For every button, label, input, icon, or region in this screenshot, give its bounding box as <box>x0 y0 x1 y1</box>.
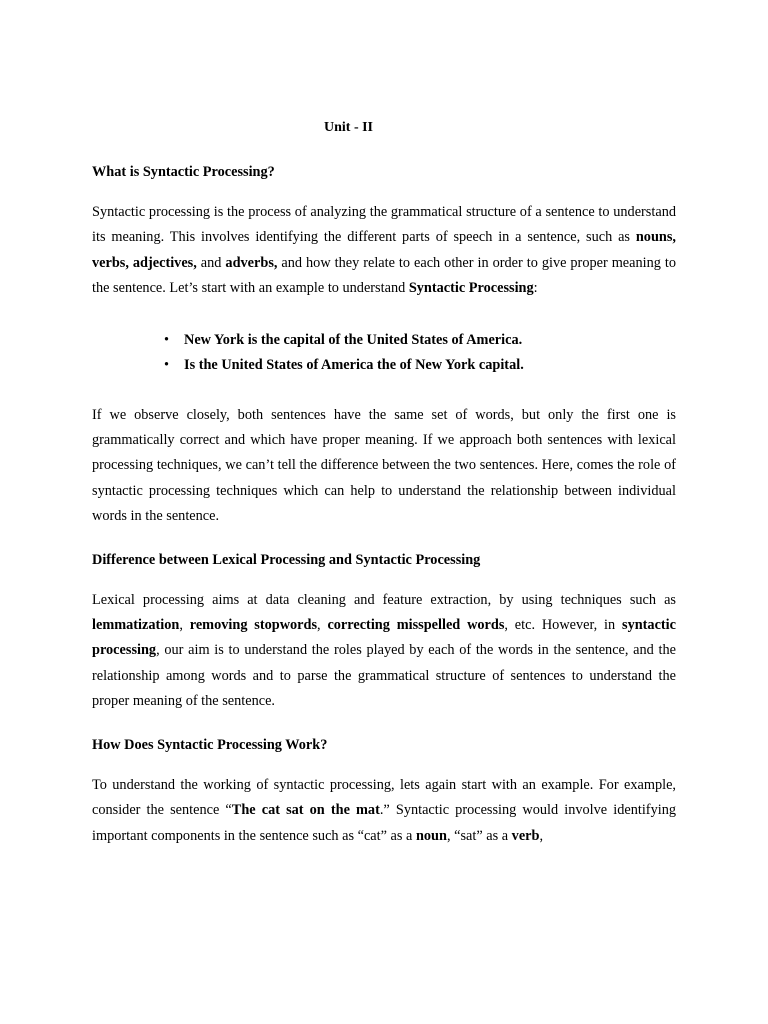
bold-run: noun <box>415 827 447 844</box>
text-run: : <box>533 280 538 297</box>
bold-run: verb <box>511 827 540 844</box>
list-item-text: New York is the capital of the United States of America. <box>184 331 523 348</box>
bold-run: The cat sat on the mat <box>231 802 380 819</box>
heading-what-is-syntactic-processing: What is Syntactic Processing? <box>92 164 275 180</box>
list-item <box>92 328 676 353</box>
paragraph-difference <box>92 588 676 715</box>
list-item <box>92 353 676 378</box>
paragraph-observation: If we observe closely, both sentences have the same set of words, but only the first one is grammatically correct and which have proper meaning. If we approach both sentences with lexical processing techniques, we can’t tell the difference between the two sentences. Here, comes the role of syntactic processing techniques which can help to understand the relationship between individual words in the sentence. <box>92 406 676 525</box>
text-run: , <box>539 827 544 844</box>
text-run: .” Syntactic processing would involve identifying important components in the sentence such as “cat” as a <box>92 802 676 844</box>
document-body <box>92 162 676 849</box>
text-run: Lexical processing aims at data cleaning and feature extraction, by using techniques such as <box>92 591 676 608</box>
text-run: , our aim is to understand the roles played by each of the words in the sentence, and the relationship among words and to parse the grammatical structure of sentences to understand the proper meaning of the sentence. <box>92 642 676 710</box>
bold-run: syntactic processing <box>92 617 676 659</box>
unit-title: Unit - II <box>324 120 374 135</box>
heading-difference-lexical-syntactic: Difference between Lexical Processing and Syntactic Processing <box>92 551 481 568</box>
text-run: and <box>196 254 226 271</box>
bullet-icon: • <box>164 331 170 348</box>
text-run: , <box>179 617 190 634</box>
bold-run: removing stopwords <box>189 617 318 634</box>
text-run: To understand the working of syntactic processing, lets again start with an example. For example, consider the sentence “ <box>92 776 676 819</box>
example-sentences-list <box>92 328 676 378</box>
text-run: and how they relate to each other in order to give proper meaning to the sentence. Let’s start with an example to understand <box>92 254 677 297</box>
heading-how-syntactic-processing-works: How Does Syntactic Processing Work? <box>92 736 328 753</box>
bold-run: adverbs, <box>225 254 278 271</box>
bold-run: lemmatization <box>92 617 180 634</box>
bold-run: correcting misspelled words <box>327 617 505 634</box>
text-run: , “sat” as a <box>446 827 512 844</box>
text-run: , <box>317 617 328 634</box>
text-run: Syntactic processing is the process of analyzing the grammatical structure of a sentence to understand its meaning. This involves identifying the different parts of speech in a sentence, such as <box>92 204 676 246</box>
paragraph-how-it-works <box>92 773 676 849</box>
bold-run: nouns, verbs, adjectives, <box>92 229 676 271</box>
bullet-icon: • <box>164 356 170 373</box>
text-run: , etc. However, in <box>504 617 622 634</box>
paragraph-definition <box>92 200 676 302</box>
list-item-text: Is the United States of America the of New York capital. <box>184 356 524 373</box>
bold-run: Syntactic Processing <box>408 280 534 297</box>
